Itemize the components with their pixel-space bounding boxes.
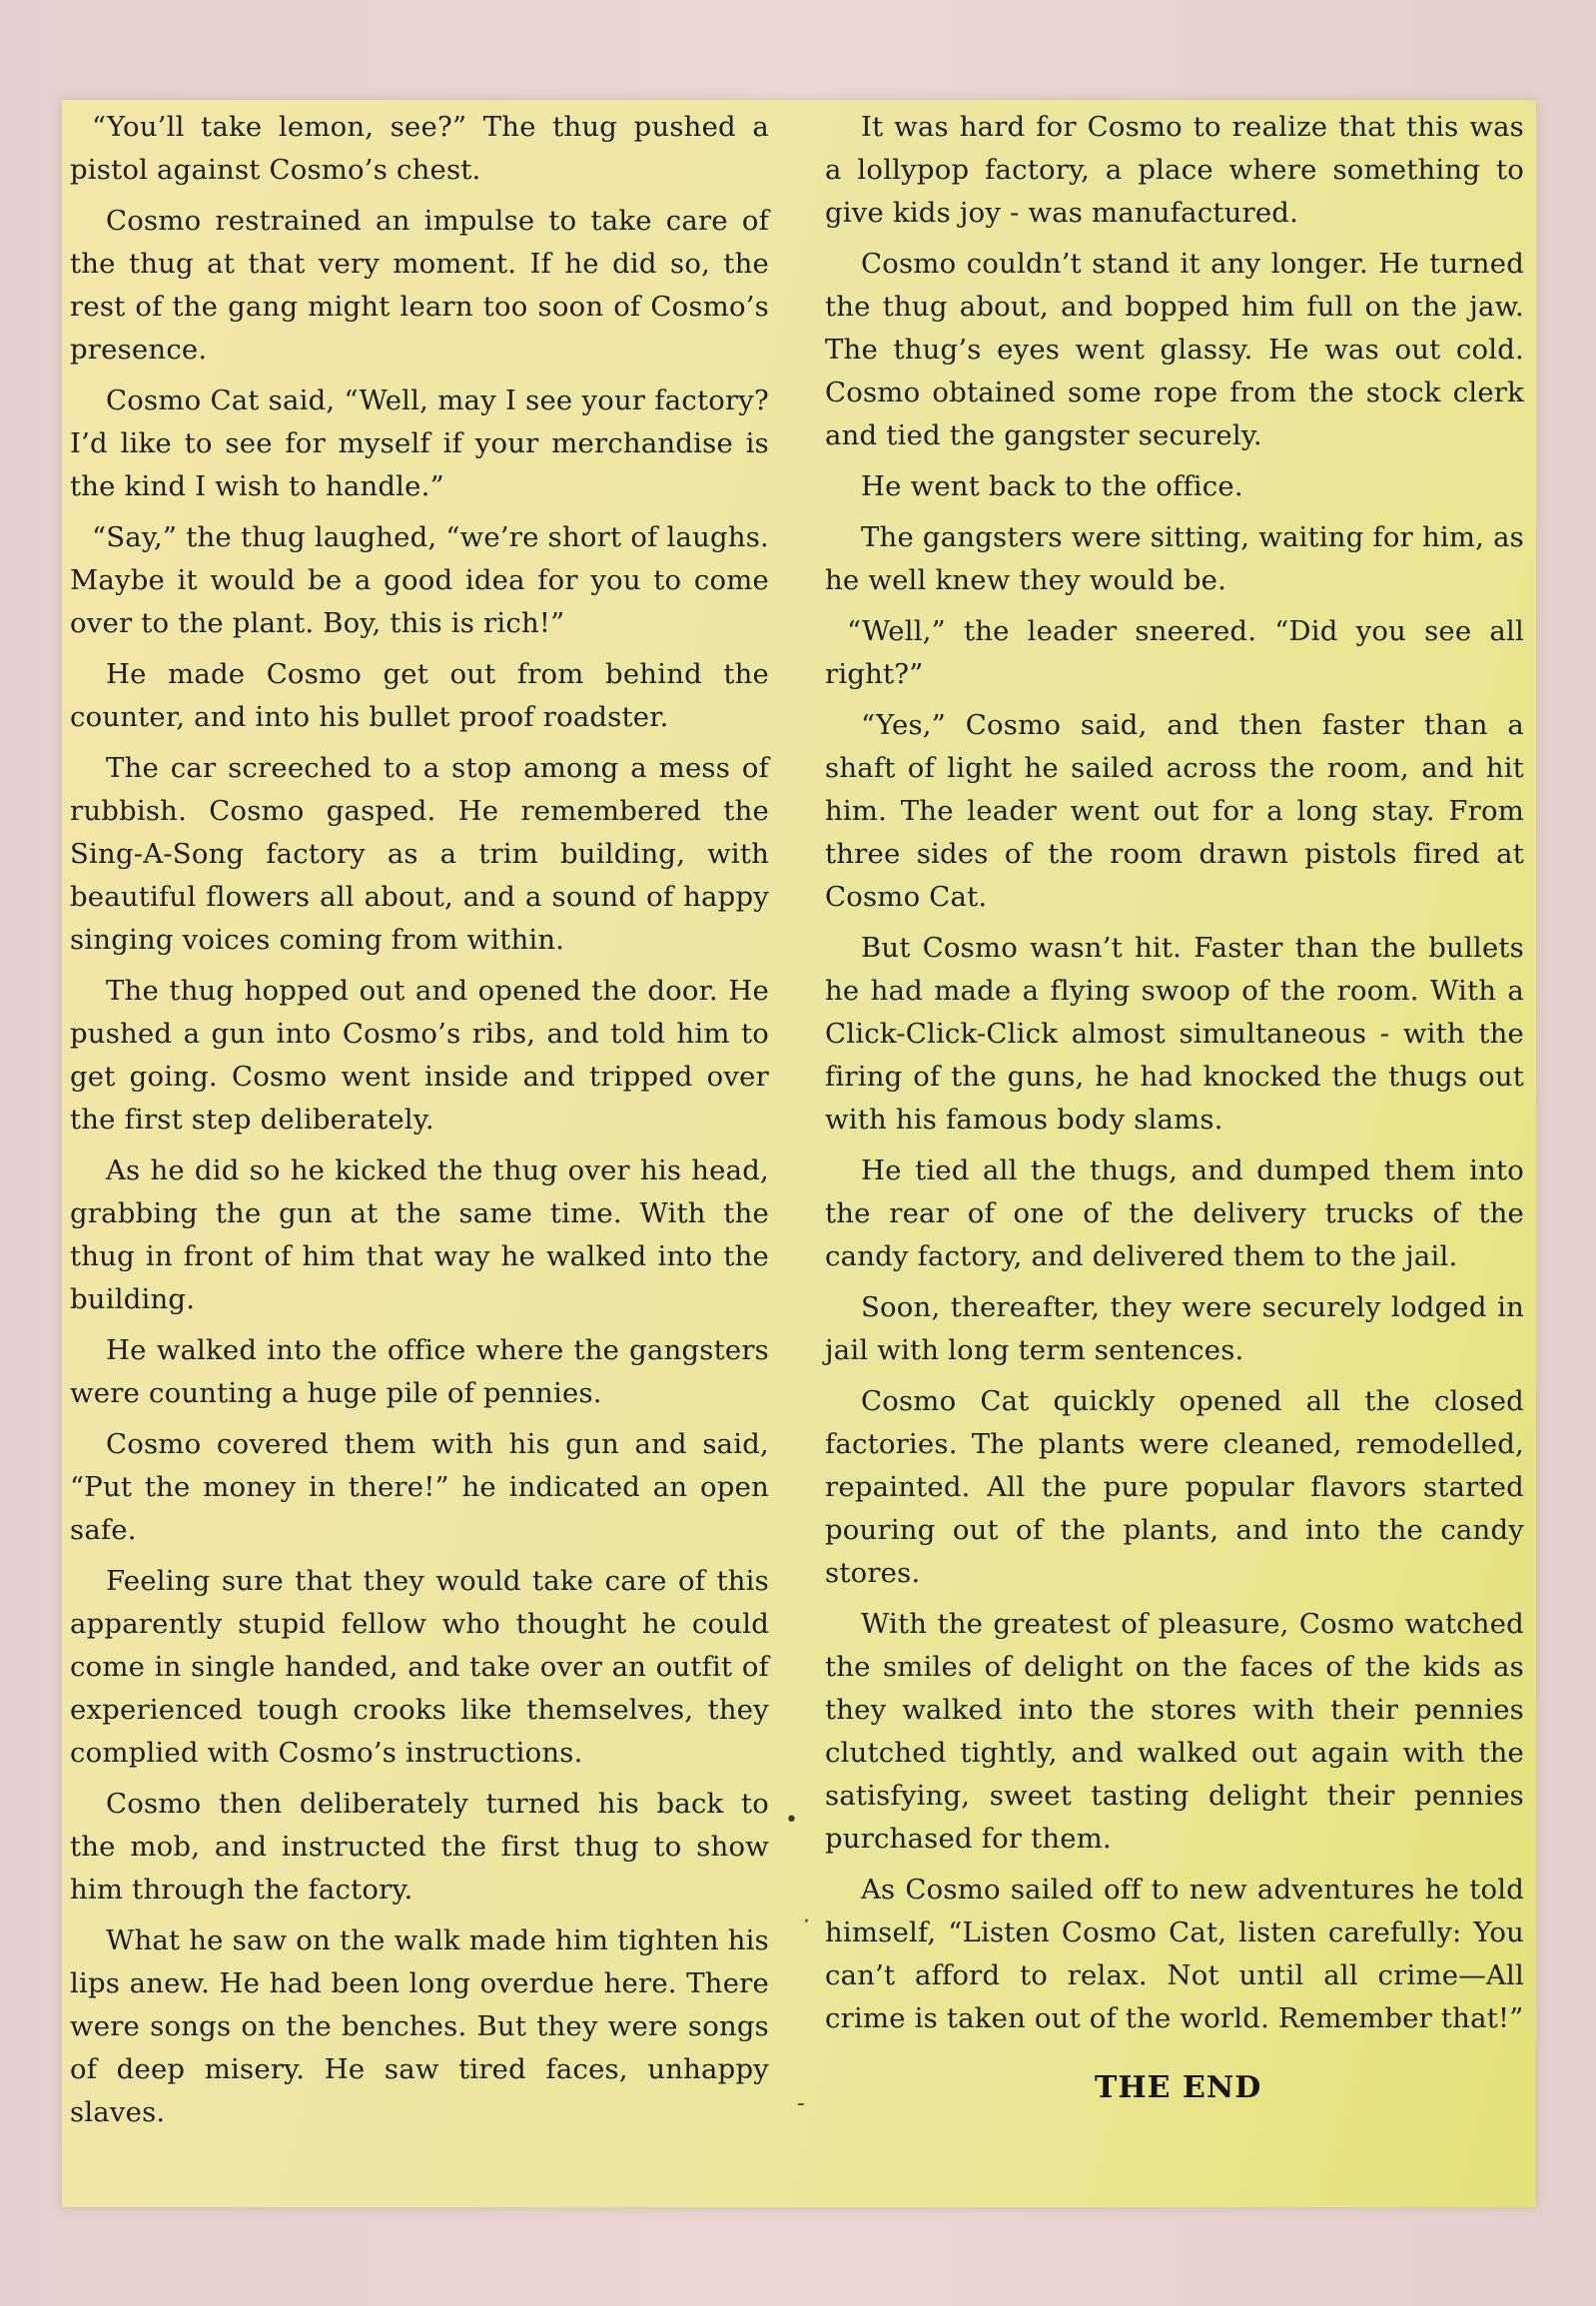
paragraph: Soon, thereafter, they were securely lodged in jail with long term sentences. [825, 1291, 1524, 1366]
paragraph: “You’ll take lemon, see?” The thug pushed a pistol against Cosmo’s chest. [70, 111, 769, 186]
paragraph: “Say,” the thug laughed, “we’re short of laughs. Maybe it would be a good idea for you to come over to the plant. Boy, this is rich!” [70, 521, 769, 639]
paragraph: As he did so he kicked the thug over his head, grabbing the gun at the same time. With the thug in front of him that way he walked into the building. [70, 1154, 769, 1315]
paragraph: The thug hopped out and opened the door. He pushed a gun into Cosmo’s ribs, and told him to get going. Cosmo went inside and tripped over the first step deliberately. [70, 975, 769, 1136]
paragraph: He made Cosmo get out from behind the counter, and into his bullet proof roadster. [70, 658, 769, 733]
ink-speck: - [797, 2091, 805, 2116]
paragraph: “Yes,” Cosmo said, and then faster than a shaft of light he sailed across the room, and hit him. The leader went out for a long stay. From three sides of the room drawn pistols fired at Cosmo Cat. [825, 709, 1524, 913]
paragraph: Cosmo Cat quickly opened all the closed factories. The plants were cleaned, remodelled, repainted. All the pure popular flavors started pouring out of the plants, and into the candy stores. [825, 1385, 1524, 1589]
paragraph: With the greatest of pleasure, Cosmo watched the smiles of delight on the faces of the kids as they walked into the stores with their pennies clutched tightly, and walked out again with the satisfying, sweet tasting delight their pennies purchased for them. [825, 1608, 1524, 1855]
paragraph: He walked into the office where the gangsters were counting a huge pile of pennies. [70, 1334, 769, 1409]
paragraph: It was hard for Cosmo to realize that this was a lollypop factory, a place where something to give kids joy - was manufactured. [825, 111, 1524, 229]
paragraph: Cosmo covered them with his gun and said, “Put the money in there!” he indicated an open safe. [70, 1428, 769, 1546]
paragraph: What he saw on the walk made him tighten his lips anew. He had been long overdue here. There were songs on the benches. But they were songs of deep misery. He saw tired faces, unhappy slaves. [70, 1924, 769, 2128]
paragraph: The car screeched to a stop among a mess of rubbish. Cosmo gasped. He remembered the Sing-A-Song factory as a trim building, with beautiful flowers all about, and a sound of happy singing voices coming from within. [70, 752, 769, 956]
ink-speck: · [803, 1910, 810, 1934]
paragraph: But Cosmo wasn’t hit. Faster than the bullets he had made a flying swoop of the room. With a Click-Click-Click almost simultaneous - with the firing of the guns, he had knocked the thugs out with his famous body slams. [825, 932, 1524, 1136]
paragraph: Feeling sure that they would take care of this apparently stupid fellow who thought he could come in single handed, and take over an outfit of experienced tough crooks like themselves, they complied with Cosmo’s instructions. [70, 1565, 769, 1769]
paragraph: “Well,” the leader sneered. “Did you see all right?” [825, 615, 1524, 690]
paragraph: He tied all the thugs, and dumped them into the rear of one of the delivery trucks of the candy factory, and delivered them to the jail. [825, 1154, 1524, 1272]
paragraph: As Cosmo sailed off to new adventures he told himself, “Listen Cosmo Cat, listen carefully: You can’t afford to relax. Not until all crime—All crime is taken out of the world. Remember that!” [825, 1874, 1524, 2034]
paragraph: Cosmo couldn’t stand it any longer. He turned the thug about, and bopped him full on the jaw. The thug’s eyes went glassy. He was out cold. Cosmo obtained some rope from the stock clerk and tied the gangster securely. [825, 248, 1524, 451]
paragraph: Cosmo restrained an impulse to take care of the thug at that very moment. If he did so, the rest of the gang might learn too soon of Cosmo’s presence. [70, 205, 769, 366]
the-end-label: THE END [1095, 2070, 1262, 2105]
paragraph: Cosmo then deliberately turned his back to the mob, and instructed the first thug to show him through the factory. [70, 1788, 769, 1906]
paragraph: He went back to the office. [861, 470, 1243, 502]
paragraph: The gangsters were sitting, waiting for him, as he well knew they would be. [825, 521, 1524, 596]
right-text-column [825, 106, 1524, 2109]
left-text-column [70, 106, 769, 2142]
paragraph: Cosmo Cat said, “Well, may I see your factory? I’d like to see for myself if your merchandise is the kind I wish to handle.” [70, 384, 769, 502]
ink-speck: • [785, 1808, 798, 1833]
